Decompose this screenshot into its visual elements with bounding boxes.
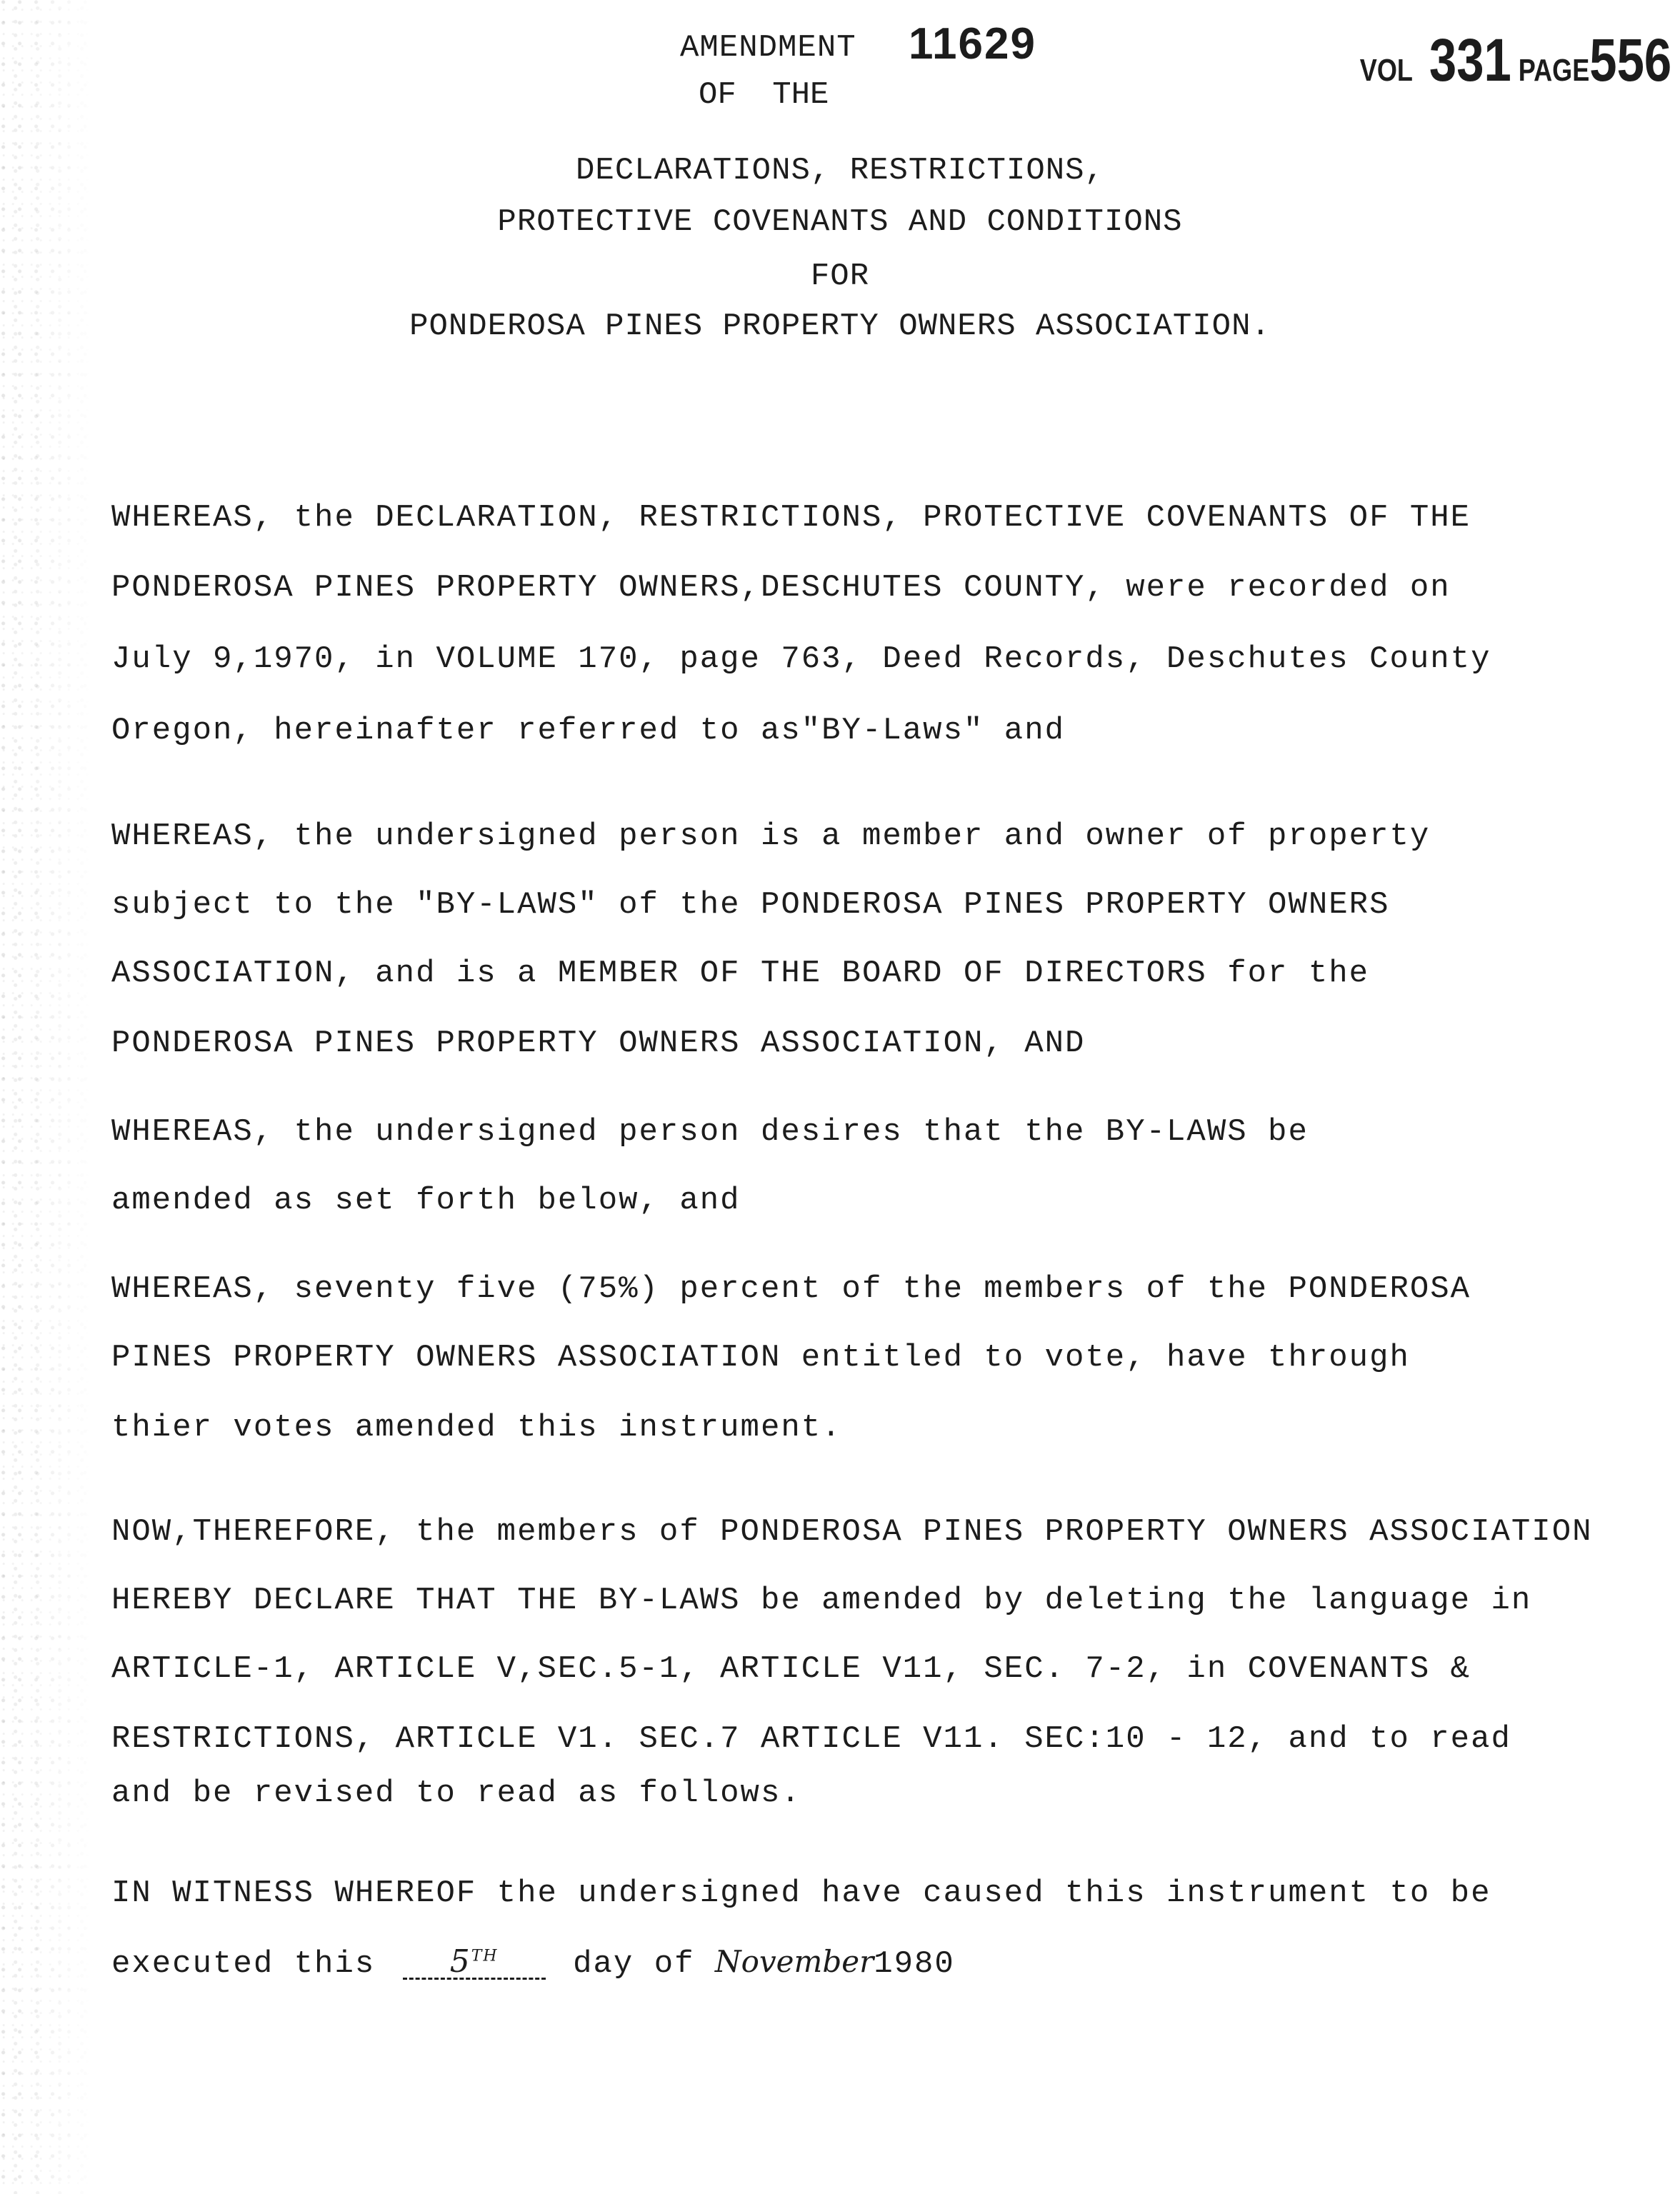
recording-stamp (1360, 26, 1671, 95)
day-fill (403, 1943, 546, 1980)
vol-label: VOL (1359, 53, 1413, 88)
body-line: and be revised to read as follows. (111, 1775, 801, 1811)
title-line-2: PROTECTIVE COVENANTS AND CONDITIONS (497, 204, 1183, 240)
of-the-label: OF THE (699, 77, 829, 113)
body-line: PONDEROSA PINES PROPERTY OWNERS,DESCHUTES COUNTY, were recorded on (111, 570, 1451, 606)
body-line: WHEREAS, seventy five (75%) percent of the members of the PONDEROSA (111, 1271, 1471, 1307)
body-line: WHEREAS, the DECLARATION, RESTRICTIONS, PROTECTIVE COVENANTS OF THE (111, 500, 1471, 536)
execution-year: 1980 (874, 1946, 955, 1982)
body-line: IN WITNESS WHEREOF the undersigned have caused this instrument to be (111, 1875, 1491, 1911)
page-number: 556 (1589, 26, 1671, 94)
body-line: amended as set forth below, and (111, 1183, 741, 1218)
page-label: PAGE (1518, 53, 1590, 88)
execution-line (111, 1944, 955, 1982)
body-line: ASSOCIATION, and is a MEMBER OF THE BOARD OF DIRECTORS for the (111, 956, 1370, 991)
execution-prefix: executed this (111, 1946, 376, 1982)
title-line-1: DECLARATIONS, RESTRICTIONS, (576, 153, 1104, 189)
body-line: subject to the "BY-LAWS" of the PONDEROSA PINES PROPERTY OWNERS (111, 887, 1390, 923)
body-line: July 9,1970, in VOLUME 170, page 763, Deed Records, Deschutes County (111, 641, 1491, 677)
day-suffix: TH (471, 1947, 499, 1965)
execution-middle: day of (573, 1946, 695, 1982)
amendment-label: AMENDMENT (680, 30, 856, 66)
body-line: RESTRICTIONS, ARTICLE V1. SEC.7 ARTICLE V11. SEC:10 - 12, and to read (111, 1721, 1511, 1757)
body-line: Oregon, hereinafter referred to as"BY-Laws" and (111, 713, 1066, 748)
body-line: ARTICLE-1, ARTICLE V,SEC.5-1, ARTICLE V11, SEC. 7-2, in COVENANTS & (111, 1651, 1471, 1687)
month-fill: November (714, 1944, 874, 1979)
vol-number: 331 (1429, 26, 1511, 94)
amendment-number: 11629 (909, 19, 1036, 69)
body-line: WHEREAS, the undersigned person desires that the BY-LAWS be (111, 1114, 1309, 1150)
body-line: WHEREAS, the undersigned person is a member and owner of property (111, 818, 1431, 854)
body-line: PINES PROPERTY OWNERS ASSOCIATION entitled to vote, have through (111, 1340, 1410, 1376)
title-line-3: FOR (810, 259, 870, 294)
body-line: NOW,THEREFORE, the members of PONDEROSA PINES PROPERTY OWNERS ASSOCIATION (111, 1514, 1593, 1550)
title-line-4: PONDEROSA PINES PROPERTY OWNERS ASSOCIATION. (409, 309, 1271, 344)
body-line: PONDEROSA PINES PROPERTY OWNERS ASSOCIATION, AND (111, 1026, 1086, 1061)
day-value: 5 (449, 1943, 471, 1980)
body-line: HEREBY DECLARE THAT THE BY-LAWS be amended by deleting the language in (111, 1583, 1532, 1618)
body-line: thier votes amended this instrument. (111, 1410, 842, 1446)
